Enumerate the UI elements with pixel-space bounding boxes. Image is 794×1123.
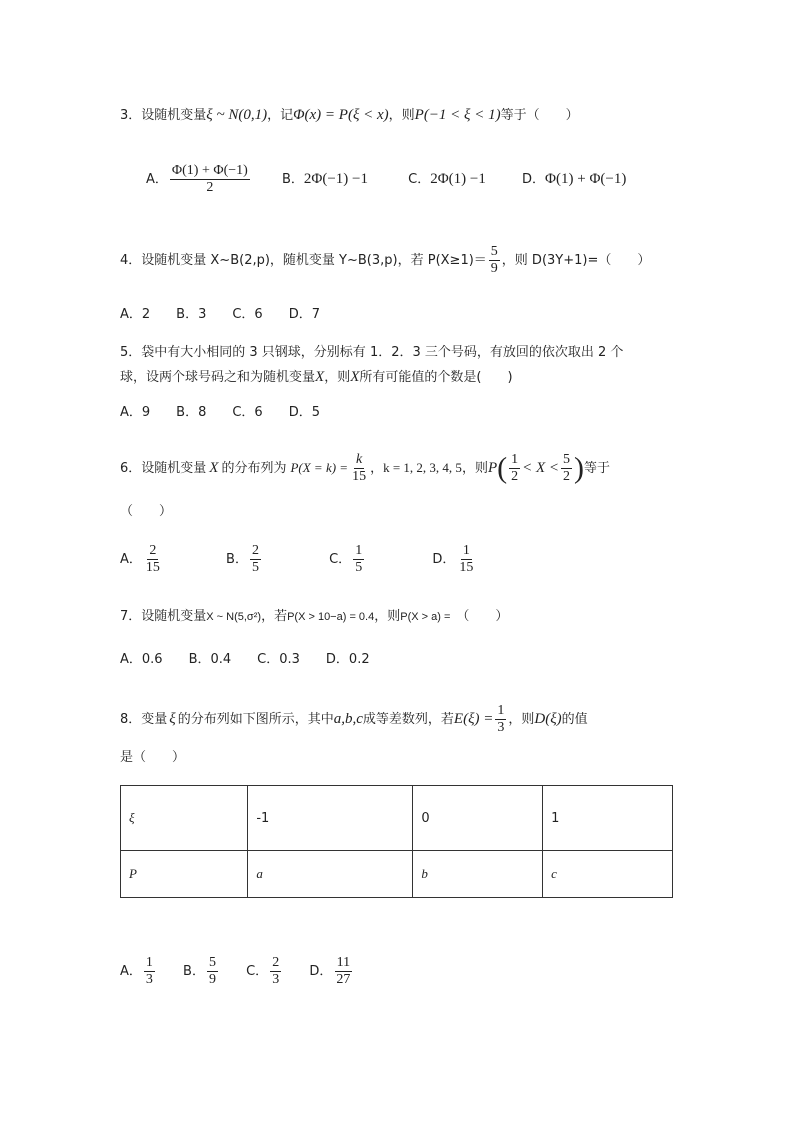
q3-option-c[interactable]: C．2Φ(1) −1	[408, 171, 486, 187]
q8-option-d[interactable]: D． $\frac{11}{27}$	[309, 955, 351, 987]
q8-line2: 是（ ）	[120, 750, 186, 765]
table-row	[121, 786, 673, 851]
q5-line2: 球，设两个球号码之和为随机变量X，则X所有可能值的个数是( )	[120, 369, 513, 385]
q7-stem: 7．设随机变量X ~ N(5,σ²)，若P(X > 10−a) = 0.4，则P(X > a) = （ ）	[120, 609, 509, 624]
q3-stem: 3．设随机变量ξ ~ N(0,1)，记Φ(x) = P(ξ < x)，则P(−1 < ξ < 1)等于（ ）	[120, 107, 579, 123]
q4-fraction: $\frac{5}{9}$	[490, 244, 498, 276]
q3-option-d[interactable]: D．Φ(1) + Φ(−1)	[522, 171, 627, 187]
table-cell: -1	[248, 786, 413, 851]
table-row	[121, 851, 673, 898]
q6-stem: 6．设随机变量 X 的分布列为 P(X = k) = $\frac{k}{15}$ ，k = 1, 2, 3, 4, 5，则P( $\frac{1}{2}$ < X < $\frac{5}{2}$ )等于	[120, 451, 611, 485]
table-cell: b	[413, 851, 543, 898]
table-cell: 0	[413, 786, 543, 851]
table-cell: a	[248, 851, 413, 898]
q3-option-b[interactable]: B．2Φ(−1) −1	[281, 171, 368, 187]
q6-options	[120, 543, 477, 576]
q6-upper-fraction: $\frac{5}{2}$	[563, 452, 571, 484]
q4-stem: 4．设随机变量 X~B(2,p)，随机变量 Y~B(3,p)，若 P(X≥1)＝ $\frac{5}{9}$ ，则 D(3Y+1)=（ ）	[120, 244, 651, 276]
table-cell: c	[543, 851, 673, 898]
q6-lower-fraction: $\frac{1}{2}$	[511, 452, 519, 484]
table-cell: ξ	[121, 786, 248, 851]
q5-options[interactable]: A．9 B．8 C．6 D．5	[120, 405, 320, 420]
q6-blank: （ ）	[120, 504, 173, 519]
q5-line1: 5．袋中有大小相同的 3 只钢球，分别标有 1．2．3 三个号码，有放回的依次取出 2 个	[120, 345, 624, 360]
q6-option-c[interactable]: C． $\frac{1}{5}$	[329, 543, 363, 575]
q6-option-b[interactable]: B． $\frac{2}{5}$	[226, 543, 259, 575]
q8-stem: 8．变量 ξ 的分布列如下图所示，其中a,b,c成等差数列，若E(ξ) = $\frac{1}{3}$ ，则D(ξ)的值	[120, 703, 588, 735]
table-cell: 1	[543, 786, 673, 851]
q4-options[interactable]: A．2 B．3 C．6 D．7	[120, 307, 320, 322]
distribution-table	[120, 785, 673, 898]
q8-expectation-fraction: $\frac{1}{3}$	[497, 703, 505, 735]
q3-options	[146, 163, 626, 196]
q8-option-c[interactable]: C． $\frac{2}{3}$	[246, 955, 280, 987]
q7-options[interactable]: A．0.6 B．0.4 C．0.3 D．0.2	[120, 652, 370, 667]
q6-option-a[interactable]: A． $\frac{2}{15}$	[120, 543, 160, 575]
q3-option-a[interactable]: A． $\frac{\Phi(1) + \Phi(-1)}{2}$	[146, 163, 248, 195]
q6-pmf-fraction: $\frac{k}{15}$	[352, 452, 367, 484]
table-cell: P	[121, 851, 248, 898]
q8-option-a[interactable]: A． $\frac{1}{3}$	[120, 955, 153, 987]
q8-options	[120, 955, 354, 988]
q6-option-d[interactable]: D． $\frac{1}{15}$	[432, 543, 474, 575]
q3-option-a-fraction: $\frac{\Phi(1) + \Phi(-1)}{2}$	[171, 163, 248, 195]
q8-option-b[interactable]: B． $\frac{5}{9}$	[183, 955, 216, 987]
